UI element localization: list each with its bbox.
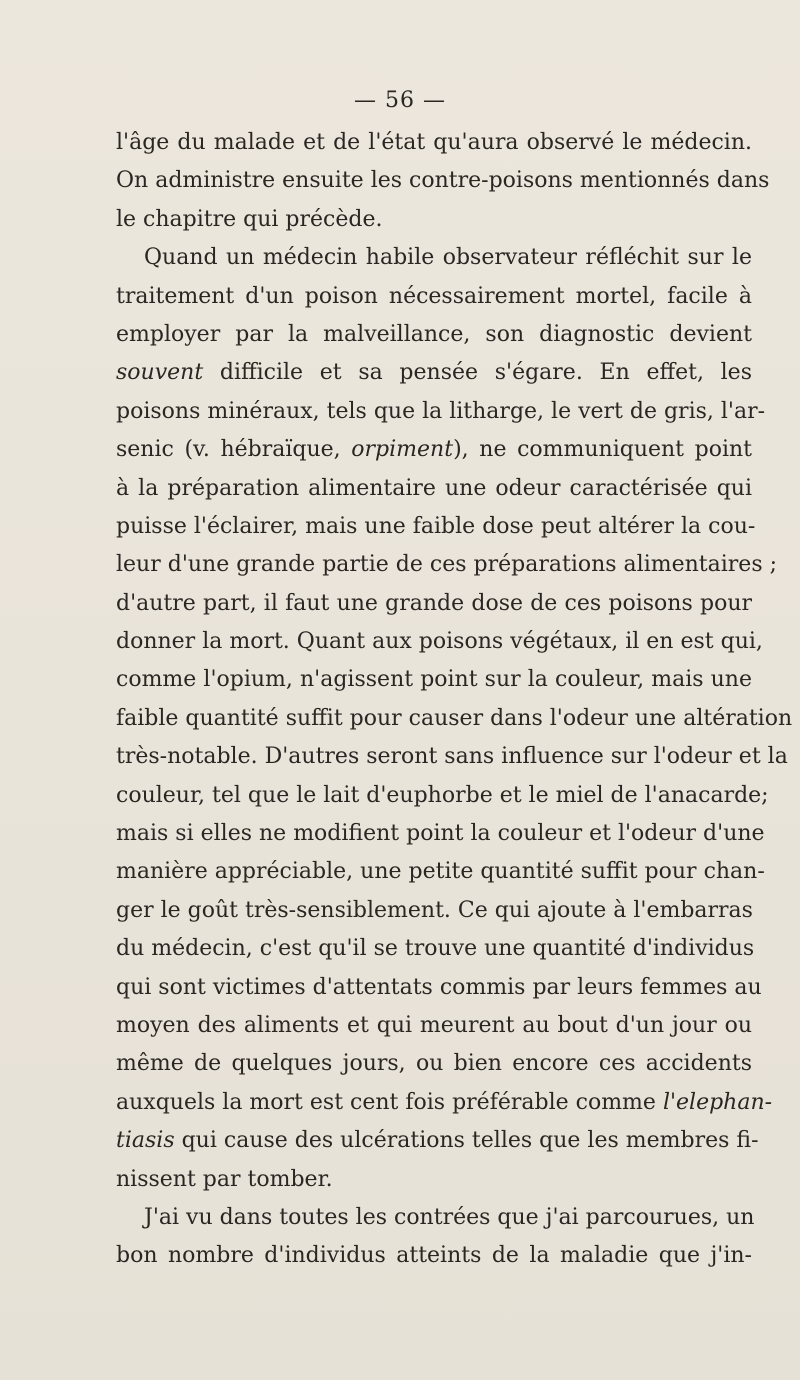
text-segment: leur d'une grande partie de ces préparations alimentaires ; — [116, 552, 778, 578]
text-segment: mais si elles ne modifient point la couleur et l'odeur d'une — [116, 821, 765, 847]
text-line — [116, 124, 752, 162]
text-segment: Quand un médecin habile observateur réfléchit sur le — [144, 245, 752, 271]
text-line — [116, 738, 788, 776]
text-line — [116, 546, 778, 584]
text-segment: très-notable. D'autres seront sans influence sur l'odeur et la — [116, 744, 788, 770]
text-segment: comme l'opium, n'agissent point sur la couleur, mais une — [116, 667, 752, 693]
text-line — [116, 1007, 752, 1045]
text-segment: ), ne communiquent point — [453, 437, 753, 463]
text-line — [116, 661, 752, 699]
text-line — [116, 278, 752, 316]
text-segment: traitement d'un poison nécessairement mortel, facile à — [116, 283, 752, 309]
text-segment: bon nombre d'individus atteints de la maladie que j'in- — [116, 1243, 752, 1269]
text-line — [116, 1122, 759, 1160]
text-segment: poisons minéraux, tels que la litharge, le vert de gris, l'ar- — [116, 398, 766, 424]
text-line — [116, 316, 752, 354]
text-line — [116, 930, 755, 968]
body-text — [116, 124, 793, 1276]
text-line — [116, 1199, 755, 1237]
text-line — [116, 777, 769, 815]
page-number: — 56 — — [354, 88, 446, 113]
text-segment: du médecin, c'est qu'il se trouve une quantité d'individus — [116, 936, 755, 962]
text-line — [116, 431, 752, 469]
text-segment: On administre ensuite les contre-poisons mentionnés dans — [116, 168, 770, 194]
text-segment: ger le goût très-sensiblement. Ce qui ajoute à l'embarras — [116, 897, 753, 923]
text-line — [116, 1045, 752, 1083]
text-line — [116, 700, 793, 738]
text-line — [116, 892, 752, 930]
text-segment: qui cause des ulcérations telles que les membres fi- — [174, 1128, 759, 1154]
text-line — [116, 239, 752, 277]
italic-text: orpiment — [351, 437, 454, 463]
text-segment: puisse l'éclairer, mais une faible dose peut altérer la cou- — [116, 513, 756, 539]
text-line — [116, 1084, 773, 1122]
text-segment: employer par la malveillance, son diagnostic devient — [116, 321, 752, 347]
text-line — [116, 815, 765, 853]
text-segment: à la préparation alimentaire une odeur caractérisée qui — [116, 475, 752, 501]
text-line — [116, 470, 752, 508]
text-line — [116, 393, 766, 431]
text-segment: l'âge du malade et de l'état qu'aura observé le médecin. — [116, 130, 752, 155]
text-segment: moyen des aliments et qui meurent au bout d'un jour ou — [116, 1012, 752, 1038]
text-segment: auxquels la mort est cent fois préférable comme — [116, 1089, 663, 1115]
text-segment: manière appréciable, une petite quantité suffit pour chan- — [116, 859, 765, 885]
text-line — [116, 508, 756, 546]
text-line — [116, 354, 752, 392]
text-segment: le chapitre qui précède. — [116, 206, 383, 232]
text-segment: d'autre part, il faut une grande dose de ces poisons pour — [116, 590, 752, 616]
text-segment: nissent par tomber. — [116, 1166, 333, 1192]
text-segment: couleur, tel que le lait d'euphorbe et le miel de l'anacarde; — [116, 782, 769, 808]
italic-text: souvent — [116, 360, 204, 386]
text-line — [116, 623, 763, 661]
text-segment: senic (v. hébraïque, — [116, 437, 352, 463]
text-line — [116, 201, 752, 239]
text-segment: même de quelques jours, ou bien encore ces accidents — [116, 1051, 752, 1077]
italic-text: tiasis — [116, 1128, 175, 1154]
text-line — [116, 853, 765, 891]
text-segment: difficile et sa pensée s'égare. En effet, les — [203, 360, 752, 386]
text-segment: faible quantité suffit pour causer dans l'odeur une altération — [116, 705, 793, 731]
text-line — [116, 969, 762, 1007]
italic-text: l'elephan- — [662, 1089, 773, 1115]
text-segment: J'ai vu dans toutes les contrées que j'ai parcourues, un — [144, 1204, 755, 1230]
text-segment: qui sont victimes d'attentats commis par leurs femmes au — [116, 974, 762, 1000]
text-line — [116, 162, 770, 200]
text-segment: donner la mort. Quant aux poisons végétaux, il en est qui, — [116, 629, 763, 655]
text-line — [116, 1161, 752, 1199]
text-line — [116, 585, 752, 623]
text-line — [116, 1237, 752, 1275]
